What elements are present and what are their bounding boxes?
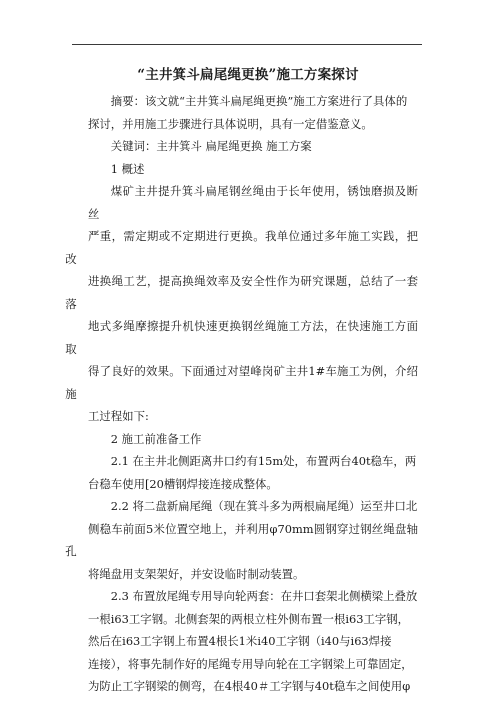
- header-rule: [72, 44, 422, 45]
- text-line: 得了良好的效果。下面通过对望峰岗矿主井1#车施工为例，介绍施: [65, 364, 418, 401]
- text-line: 一根i63工字钢。北侧套架的两根立柱外侧布置一根i63工字钢，: [88, 611, 410, 626]
- text-line: 2.2 将二盘新扁尾绳（现在箕斗多为两根扁尾绳）运至井口北: [110, 499, 418, 513]
- step-2-3-paragraph: [88, 585, 418, 698]
- overview-paragraph: [65, 180, 418, 428]
- text-line: 1 概述: [110, 161, 145, 176]
- text-line: 为防止工字钢梁的侧弯，在4根40＃工字钢与40t稳车之间使用φ: [88, 679, 411, 693]
- keywords-paragraph: [88, 135, 418, 158]
- section-heading-2: [88, 428, 418, 451]
- text-line: 摘要：该文就“主井箕斗扁尾绳更换”施工方案进行了具体的: [110, 94, 408, 108]
- text-line: 煤矿主井提升箕斗扁尾钢丝绳由于长年使用，锈蚀磨损及断丝: [88, 184, 418, 221]
- step-2-2-paragraph: [65, 495, 418, 585]
- text-line: 然后在i63工字钢上布置4根长1米i40工字钢（i40与i63焊接: [88, 634, 392, 648]
- abstract-paragraph: [88, 90, 418, 135]
- document-title: “主井箕斗扁尾绳更换”施工方案探讨: [137, 67, 359, 83]
- text-line: 2.1 在主井北侧距离井口约有15m处，布置两台40t稳车，两: [110, 454, 417, 468]
- text-line: 进换绳工艺，提高换绳效率及安全性作为研究课题，总结了一套落: [65, 274, 418, 311]
- text-line: 2 施工前准备工作: [110, 431, 202, 446]
- text-line: 工过程如下:: [88, 409, 149, 423]
- text-line: 2.3 布置放尾绳专用导向轮两套：在井口套架北侧横梁上叠放: [110, 589, 418, 603]
- text-line: 地式多绳摩擦提升机快速更换钢丝绳施工方法，在快速施工方面取: [65, 319, 418, 356]
- text-line: 关键词：主井箕斗 扁尾绳更换 施工方案: [110, 139, 312, 153]
- text-line: 将绳盘用支架架好，并安设临时制动装置。: [88, 566, 305, 581]
- text-line: 侧稳车前面5米位置空地上，并利用φ70mm圆钢穿过钢丝绳盘轴孔: [65, 521, 418, 558]
- document-body: [65, 90, 418, 698]
- text-line: 连接），将事先制作好的尾绳专用导向轮在工字钢梁上可靠固定，: [88, 656, 413, 671]
- text-line: 台稳车使用[20槽钢焊接连接成整体。: [88, 476, 278, 491]
- section-heading-1: [88, 158, 418, 181]
- text-line: 严重，需定期或不定期进行更换。我单位通过多年施工实践，把改: [65, 229, 418, 266]
- step-2-1-paragraph: [88, 450, 418, 495]
- text-line: 探讨，并用施工步骤进行具体说明，具有一定借鉴意义。: [88, 116, 373, 131]
